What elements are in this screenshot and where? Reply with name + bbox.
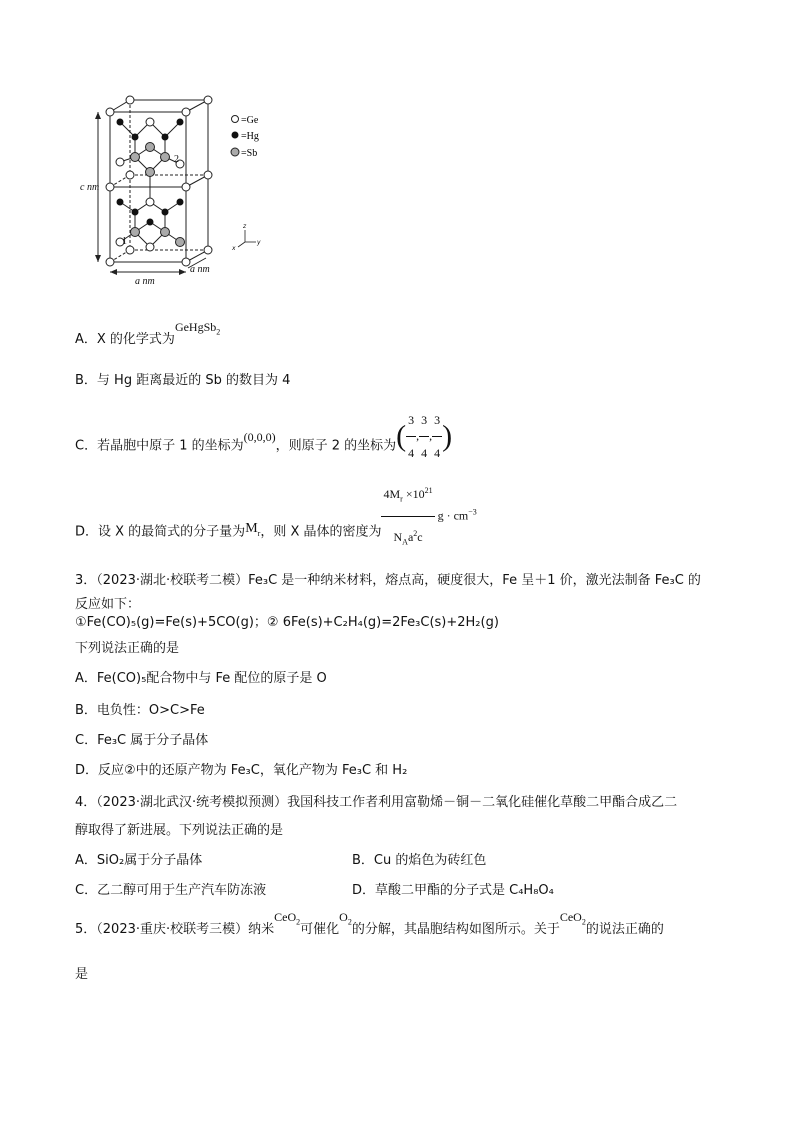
q3-question: 下列说法正确的是 bbox=[75, 641, 180, 656]
q2-option-c: C．若晶胞中原子 1 的坐标为(0,0,0)，则原子 2 的坐标为( $\frac{3}{4}$ , $\frac{3}{4}$ , $\frac{3}{4}$ ) bbox=[75, 414, 452, 479]
a-dimension-label-side: a nm bbox=[190, 264, 210, 275]
q5-stem-line2: 是 bbox=[75, 967, 89, 982]
legend-sb: =Sb bbox=[241, 148, 258, 159]
q3-option-b: B．电负性：O>C>Fe bbox=[75, 703, 205, 718]
q3-option-c: C．Fe₃C 属于分子晶体 bbox=[75, 733, 209, 748]
q5-ceo2-formula: CeO bbox=[274, 910, 297, 924]
q2-d-density-formula: $\frac{4M_r \times 10^{21}}{N_Aa^2c}$ $g \cdot cm^{-3}$ bbox=[381, 474, 476, 560]
q2-option-b: B．与 Hg 距离最近的 Sb 的数目为 4 bbox=[75, 373, 291, 388]
q2-option-a: A．X 的化学式为GeHgSb$_2$ bbox=[75, 320, 221, 347]
q2-c-coord1: (0,0,0) bbox=[243, 430, 276, 445]
q4-option-b: B．Cu 的焰色为砖红色 bbox=[352, 853, 487, 868]
q3-option-a: A．Fe(CO)₅配合物中与 Fe 配位的原子是 O bbox=[75, 671, 327, 686]
axis-indicator bbox=[231, 223, 261, 252]
q3-stem-line1: 3．（2023·湖北·校联考二模）Fe₃C 是一种纳米材料，熔点高，硬度很大，Fe 呈＋1 价，激光法制备 Fe₃C 的 bbox=[75, 573, 701, 588]
a-dimension-label-front: a nm bbox=[135, 276, 155, 287]
atom-2-label: 2 bbox=[174, 154, 179, 165]
q4-stem-line1: 4．（2023·湖北武汉·统考模拟预测）我国科技工作者利用富勒烯－铜－二氧化硅催化草酸二甲酯合成乙二 bbox=[75, 795, 678, 810]
q4-option-d: D．草酸二甲酯的分子式是 C₄H₈O₄ bbox=[352, 883, 554, 898]
q3-stem-line2: 反应如下： bbox=[75, 597, 141, 612]
svg-text:z: z bbox=[243, 223, 247, 230]
q2-c-coord2: ( $\frac{3}{4}$ , $\frac{3}{4}$ , $\frac{3}{4}$ ) bbox=[396, 404, 452, 469]
c-dimension-label: c nm bbox=[80, 182, 100, 193]
q4-stem-line2: 醇取得了新进展。下列说法正确的是 bbox=[75, 823, 284, 838]
svg-text:y: y bbox=[257, 239, 261, 246]
q2-option-d: D．设 X 的最简式的分子量为$M_r$，则 X 晶体的密度为 $\frac{4M_r \times 10^{21}}{N_Aa^2c}$ $g \cdot cm^{-3}$ bbox=[75, 490, 477, 576]
atom-1-label: 1 bbox=[122, 236, 127, 247]
legend-hg: =Hg bbox=[241, 131, 259, 142]
q2-a-formula: GeHgSb bbox=[174, 320, 217, 334]
legend-ge: =Ge bbox=[241, 115, 259, 126]
q5-ceo2-formula-2: CeO bbox=[559, 910, 582, 924]
legend bbox=[231, 115, 259, 159]
q4-option-a: A．SiO₂属于分子晶体 bbox=[75, 853, 203, 868]
crystal-cell-figure bbox=[80, 92, 290, 292]
q5-stem-line1: 5．（2023·重庆·校联考三模）纳米CeO$_2$可催化$O_2$的分解，其晶胞结构如图所示。关于CeO$_2$的说法正确的 bbox=[75, 910, 664, 937]
q5-o2-formula: O bbox=[339, 910, 348, 924]
svg-text:x: x bbox=[232, 245, 236, 252]
q4-option-c: C．乙二醇可用于生产汽车防冻液 bbox=[75, 883, 267, 898]
q3-option-d: D．反应②中的还原产物为 Fe₃C，氧化产物为 Fe₃C 和 H₂ bbox=[75, 763, 408, 778]
q3-equation: ①Fe(CO)₅(g)=Fe(s)+5CO(g)；② 6Fe(s)+C₂H₄(g)=2Fe₃C(s)+2H₂(g) bbox=[75, 615, 499, 630]
